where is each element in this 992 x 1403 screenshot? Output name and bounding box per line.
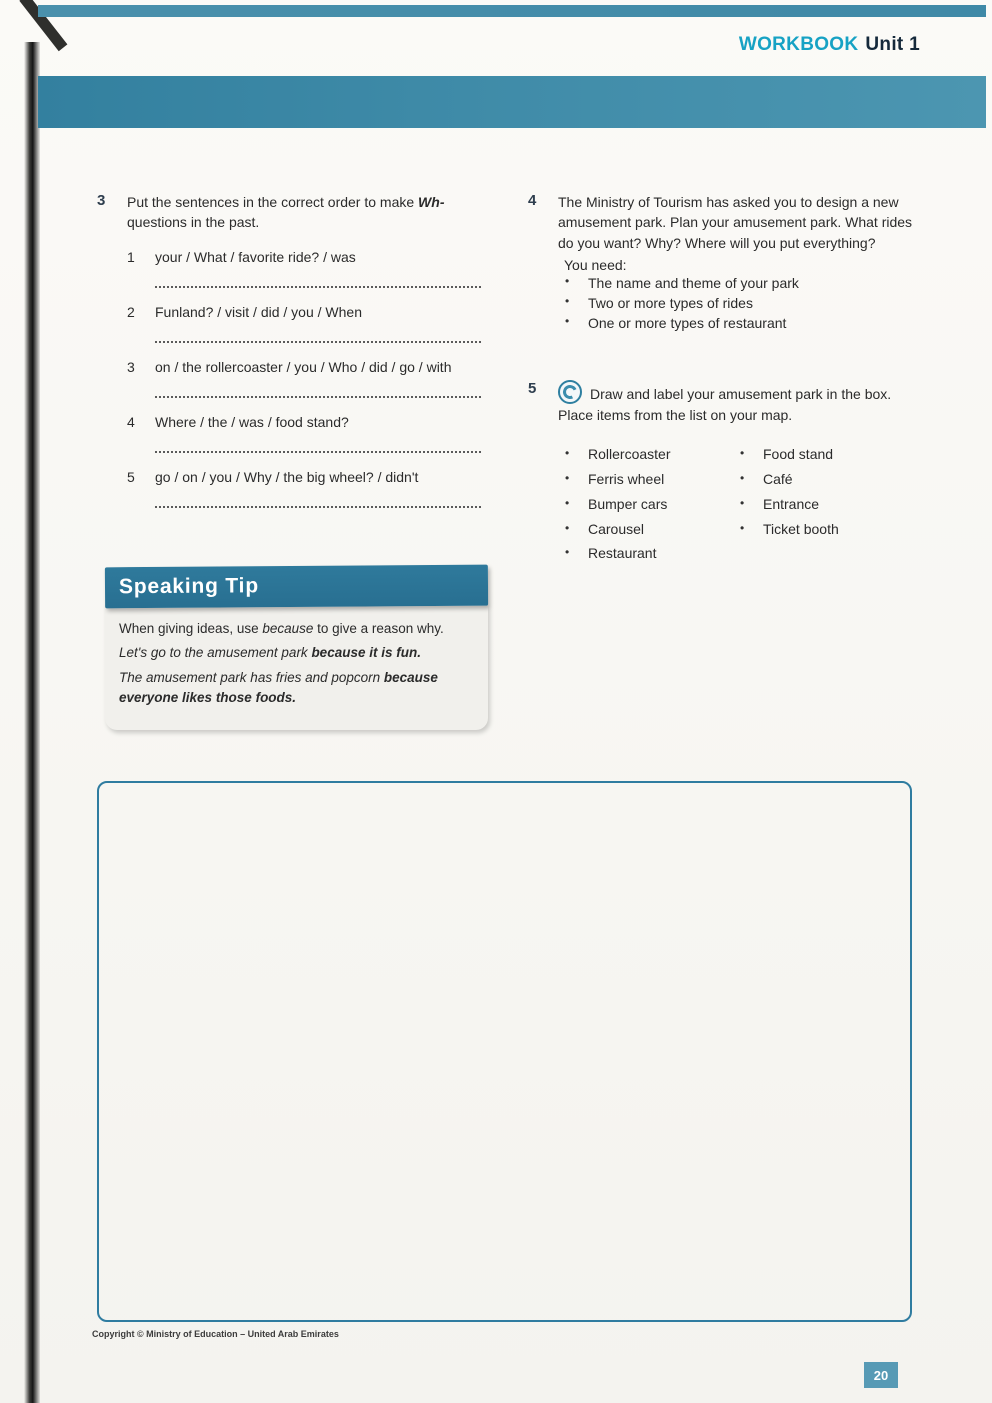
- because-word: because: [262, 621, 314, 636]
- question-item: [127, 414, 495, 453]
- answer-line[interactable]: [155, 388, 481, 398]
- list-item: • One or more types of restaurant: [562, 315, 920, 331]
- tip-example: The amusement park has fries and popcorn because everyone likes those foods.: [119, 669, 438, 705]
- instructions-text: Put the sentences in the correct order to make: [127, 194, 419, 210]
- you-need-label: You need:: [564, 256, 627, 273]
- list-item: • Bumper cars: [562, 496, 737, 513]
- exercise-3: [97, 192, 495, 233]
- question-text: Where / the / was / food stand?: [155, 413, 349, 430]
- exercise-number: 3: [97, 192, 106, 209]
- header-banner: [38, 76, 986, 128]
- park-items-list: [562, 446, 920, 570]
- question-text: Funland? / visit / did / you / When: [155, 303, 362, 320]
- exercise-number: 4: [528, 192, 537, 209]
- speaking-tip-title: Speaking Tip: [105, 565, 488, 609]
- park-items-column-1: [562, 446, 737, 570]
- exercise5-instructions: Draw and label your amusement park in the box. Place items from the list on your map.: [558, 380, 920, 426]
- answer-line[interactable]: [155, 278, 481, 288]
- question-list: [127, 249, 495, 508]
- list-item: • The name and theme of your park: [562, 275, 920, 291]
- list-item: • Food stand: [737, 446, 839, 463]
- answer-line[interactable]: [155, 498, 481, 508]
- tip-line: When giving ideas, use because to give a reason why.: [119, 621, 444, 636]
- left-column: [97, 192, 495, 508]
- question-item: [127, 359, 495, 398]
- list-item: • Restaurant: [562, 545, 737, 562]
- question-number: 5: [127, 468, 135, 485]
- question-text: go / on / you / Why / the big wheel? / didn't: [155, 468, 419, 485]
- question-item: [127, 469, 495, 508]
- exercise3-instructions: [127, 192, 495, 233]
- requirements-list: [562, 275, 920, 331]
- page-number-badge: 20: [864, 1362, 898, 1388]
- right-column: [528, 192, 920, 570]
- wh-word: Wh-: [418, 194, 445, 210]
- question-number: 3: [127, 358, 135, 375]
- speaking-tip-body: [105, 605, 488, 730]
- exercise4-instructions: The Ministry of Tourism has asked you to design a new amusement park. Plan your amusement park. What rides do you want? Why? Where will you put everything?: [558, 194, 913, 251]
- question-text: your / What / favorite ride? / was: [155, 248, 356, 265]
- question-number: 4: [127, 413, 135, 430]
- list-item: • Carousel: [562, 521, 737, 538]
- skills-icon: [558, 380, 582, 404]
- speaking-tip-box: [105, 566, 488, 730]
- page-header: [739, 34, 920, 56]
- question-number: 2: [127, 303, 135, 320]
- exercise-5: [528, 380, 920, 570]
- list-item: • Ferris wheel: [562, 471, 737, 488]
- unit-label: Unit 1: [865, 34, 920, 55]
- list-item: • Entrance: [737, 496, 839, 513]
- drawing-box[interactable]: [97, 781, 912, 1322]
- exercise-4: [528, 192, 920, 335]
- top-strip: [38, 5, 986, 17]
- park-items-column-2: [737, 446, 839, 570]
- exercise-number: 5: [528, 380, 537, 398]
- list-item: • Ticket booth: [737, 521, 839, 538]
- list-item: • Rollercoaster: [562, 446, 737, 463]
- instructions-text: questions in the past.: [127, 214, 260, 231]
- list-item: • Two or more types of rides: [562, 295, 920, 311]
- question-item: [127, 304, 495, 343]
- question-number: 1: [127, 248, 135, 265]
- scan-edge-artifact: [24, 42, 40, 1403]
- tip-example: Let's go to the amusement park because it is fun.: [119, 645, 421, 661]
- answer-line[interactable]: [155, 333, 481, 343]
- copyright-notice: Copyright © Ministry of Education – United Arab Emirates: [92, 1329, 339, 1339]
- question-text: on / the rollercoaster / you / Who / did / go / with: [155, 358, 452, 375]
- workbook-label: WORKBOOK: [738, 34, 859, 55]
- list-item: • Café: [737, 471, 839, 488]
- question-item: [127, 249, 495, 288]
- answer-line[interactable]: [155, 443, 481, 453]
